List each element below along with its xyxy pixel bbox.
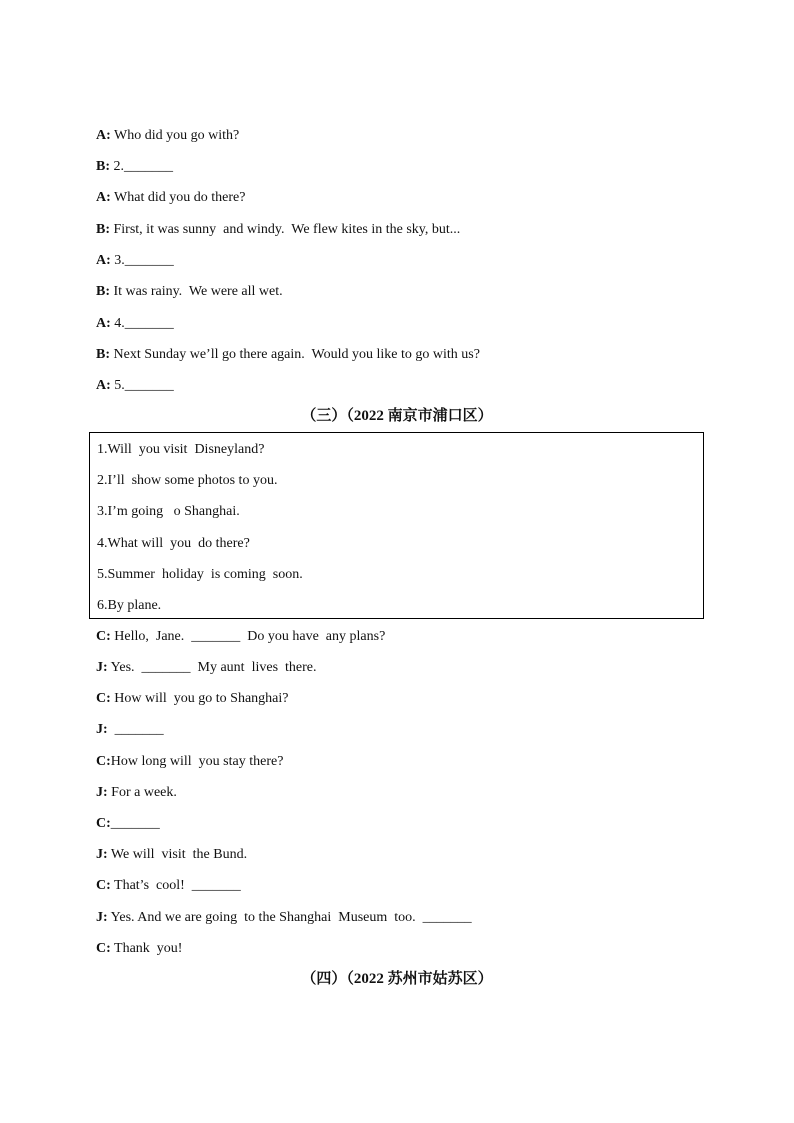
dialogue-line <box>96 721 164 739</box>
speaker-label: C: <box>96 941 111 956</box>
dialogue-line <box>96 377 174 395</box>
dialogue-line <box>96 940 182 958</box>
option-item: 1.Will you visit Disneyland? <box>97 442 265 457</box>
speaker-label: J: <box>96 722 108 737</box>
line-text: Yes. _______ My aunt lives there. <box>107 660 317 675</box>
line-text: _______ <box>110 816 160 831</box>
line-text: Who did you go with? <box>110 128 240 143</box>
speaker-label: B: <box>96 222 110 237</box>
speaker-label: C: <box>96 691 111 706</box>
dialogue-line <box>96 753 283 771</box>
dialogue-line <box>96 346 480 364</box>
dialogue-line <box>96 127 239 145</box>
line-text: For a week. <box>107 785 177 800</box>
option-item: 2.I’ll show some photos to you. <box>97 473 278 488</box>
speaker-label: J: <box>96 910 108 925</box>
dialogue-line <box>96 221 460 239</box>
dialogue-line <box>96 659 317 677</box>
dialogue-line <box>96 815 160 833</box>
line-text: That’s cool! _______ <box>110 878 241 893</box>
dialogue-line <box>96 189 245 207</box>
dialogue-line <box>96 158 173 176</box>
speaker-label: A: <box>96 316 111 331</box>
line-text: _______ <box>107 722 164 737</box>
line-text: Thank you! <box>110 941 183 956</box>
speaker-label: J: <box>96 660 108 675</box>
line-text: How will you go to Shanghai? <box>110 691 289 706</box>
dialogue-line <box>96 784 177 802</box>
dialogue-line <box>96 628 385 646</box>
option-item: 5.Summer holiday is coming soon. <box>97 567 303 582</box>
dialogue-line <box>96 877 241 895</box>
line-text: It was rainy. We were all wet. <box>110 284 283 299</box>
speaker-label: C: <box>96 754 111 769</box>
dialogue-line <box>96 846 247 864</box>
section-heading: （三）（2022 南京市浦口区） <box>301 408 493 424</box>
speaker-label: B: <box>96 284 110 299</box>
line-text: We will visit the Bund. <box>107 847 248 862</box>
line-text: 2._______ <box>110 159 173 174</box>
dialogue-line <box>96 252 174 270</box>
line-text: 4._______ <box>110 316 174 331</box>
speaker-label: J: <box>96 785 108 800</box>
options-box <box>89 432 704 619</box>
speaker-label: A: <box>96 253 111 268</box>
speaker-label: B: <box>96 159 110 174</box>
speaker-label: J: <box>96 847 108 862</box>
dialogue-line <box>96 283 283 301</box>
line-text: 3._______ <box>110 253 174 268</box>
line-text: Yes. And we are going to the Shanghai Museum too. _______ <box>107 910 472 925</box>
dialogue-line <box>96 315 174 333</box>
dialogue-line <box>96 690 289 708</box>
speaker-label: A: <box>96 190 111 205</box>
line-text: What did you do there? <box>110 190 246 205</box>
section-heading: （四）（2022 苏州市姑苏区） <box>301 971 493 987</box>
line-text: Hello, Jane. _______ Do you have any plans? <box>110 629 386 644</box>
speaker-label: B: <box>96 347 110 362</box>
speaker-label: C: <box>96 629 111 644</box>
speaker-label: C: <box>96 878 111 893</box>
speaker-label: C: <box>96 816 111 831</box>
line-text: 5._______ <box>110 378 174 393</box>
option-item: 6.By plane. <box>97 598 162 613</box>
speaker-label: A: <box>96 128 111 143</box>
dialogue-line <box>96 909 472 927</box>
option-item: 4.What will you do there? <box>97 536 250 551</box>
line-text: First, it was sunny and windy. We flew kites in the sky, but... <box>110 222 461 237</box>
line-text: How long will you stay there? <box>110 754 284 769</box>
speaker-label: A: <box>96 378 111 393</box>
option-item: 3.I’m going o Shanghai. <box>97 504 240 519</box>
line-text: Next Sunday we’ll go there again. Would you like to go with us? <box>110 347 480 362</box>
